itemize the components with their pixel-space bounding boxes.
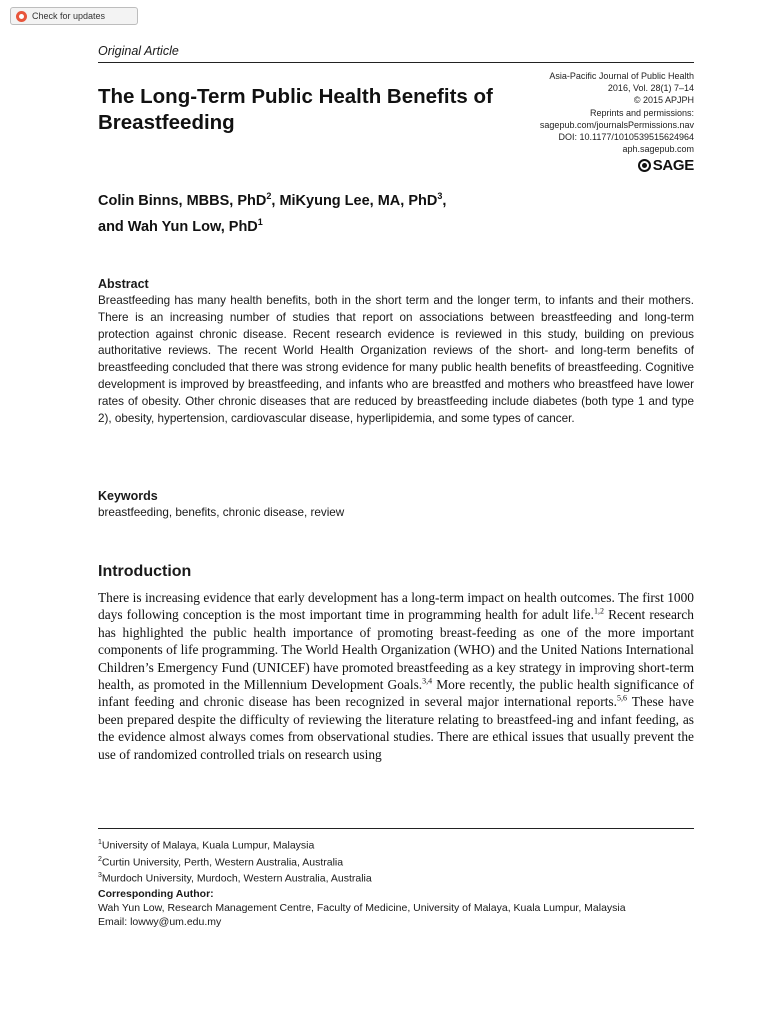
affiliation-text: Curtin University, Perth, Western Australia, Australia — [101, 856, 344, 869]
keywords-section — [98, 488, 694, 522]
article-title: The Long-Term Public Health Benefits of Breastfeeding — [98, 85, 493, 134]
intro-sentence: These have been prepared despite the difficulty of reviewing the literature relating to breastfeed-ing and infant feeding, as the evidence almost always comes from observational studies. There are ethical issues that usually prevent the use of randomized controlled trials on research using — [98, 694, 694, 762]
author-separator: , — [442, 192, 447, 209]
citation[interactable]: 5,6 — [617, 693, 627, 703]
reprints-label: Reprints and permissions: — [589, 107, 694, 118]
citation[interactable]: 3,4 — [422, 676, 433, 686]
affiliation-number: 2 — [98, 855, 102, 863]
introduction-heading: Introduction — [98, 563, 192, 580]
corresponding-email[interactable]: Email: lowwy@um.edu.my — [98, 916, 222, 929]
affiliation-item — [98, 836, 372, 853]
corresponding-address: Wah Yun Low, Research Management Centre, Faculty of Medicine, University of Malaya, Kuala Lumpur, Malaysia — [98, 902, 626, 915]
intro-sentence: More recently, the public health significance of infant feeding and chronic disease has been recognized in several major international reports. — [98, 677, 694, 710]
affiliation-number: 3 — [98, 872, 102, 880]
header-divider — [98, 62, 694, 63]
journal-name: Asia-Pacific Journal of Public Health — [549, 71, 694, 81]
intro-sentence: Recent research has highlighted the public health importance of promoting breast-feeding as one of the more important components of life programming. The World Health Organization (WHO) and the United Nations International Children’s Emergency Fund (UNICEF) have promoted breastfeeding as a key strategy in improving short-term health, as promoted in the Millennium Development Goals. — [98, 607, 694, 693]
author-list — [98, 186, 618, 238]
citation[interactable]: 1,2 — [593, 606, 604, 616]
author-2: MiKyung Lee, MA, PhD — [279, 192, 438, 209]
author-3: and Wah Yun Low, PhD — [98, 218, 258, 235]
abstract-section — [98, 276, 694, 427]
author-separator: , — [271, 192, 280, 209]
abstract-heading: Abstract — [98, 277, 149, 291]
journal-volume: 2016, Vol. 28(1) 7–14 — [607, 83, 694, 94]
doi[interactable]: DOI: 10.1177/1010539515624964 — [558, 132, 694, 143]
journal-info — [540, 70, 694, 155]
journal-copyright: © 2015 APJPH — [633, 95, 694, 106]
affiliation-text: Murdoch University, Murdoch, Western Australia, Australia — [101, 872, 372, 885]
sage-logo — [638, 157, 694, 174]
intro-sentence: There is increasing evidence that early development has a long-term impact on health outcomes. The first 1000 days following conception is the most important time in programming health for adult life. — [98, 590, 694, 623]
journal-url[interactable]: aph.sagepub.com — [622, 144, 694, 155]
keywords-heading: Keywords — [98, 489, 158, 503]
affiliation-item — [98, 853, 372, 870]
introduction-text — [98, 589, 694, 763]
author-2-affil: 3 — [437, 191, 443, 201]
check-for-updates-button[interactable] — [10, 7, 138, 25]
author-3-affil: 1 — [257, 216, 263, 227]
corresponding-author — [98, 887, 626, 930]
affiliation-number: 1 — [98, 839, 102, 846]
abstract-text: Breastfeeding has many health benefits, both in the short term and the longer term, to infants and their mothers. There is an increasing number of studies that report on associations between breastfeeding and long-term protection against chronic disease. Recent research evidence is reviewed in this study, building on previous authoritative reviews. The recent World Health Organization reviews of the short- and long-term benefits of breastfeeding concluded that there was strong evidence for many public health benefits of breastfeeding. Cognitive development is improved by breastfeeding, and infants who are breastfed and mothers who breastfeed have lower rates of obesity. Other chronic diseases that are reduced by breastfeeding include diabetes (both type 1 and type 2), obesity, hypertension, cardiovascular disease, hyperlipidemia, and some types of cancer. — [98, 294, 694, 425]
sage-ring-icon — [638, 159, 651, 172]
sage-logo-text: SAGE — [652, 157, 694, 174]
author-1: Colin Binns, MBBS, PhD — [98, 192, 267, 209]
author-1-affil: 2 — [266, 191, 272, 201]
article-type: Original Article — [98, 44, 179, 58]
crossmark-icon — [16, 11, 27, 22]
permissions-link[interactable]: sagepub.com/journalsPermissions.nav — [539, 119, 694, 130]
footnote-divider — [98, 828, 694, 829]
affiliation-text: University of Malaya, Kuala Lumpur, Malaysia — [101, 839, 315, 852]
affiliations — [98, 836, 372, 886]
affiliation-item — [98, 869, 372, 886]
keywords-text: breastfeeding, benefits, chronic disease, review — [98, 506, 345, 519]
corresponding-label: Corresponding Author: — [98, 888, 214, 900]
check-for-updates-label: Check for updates — [32, 11, 106, 21]
